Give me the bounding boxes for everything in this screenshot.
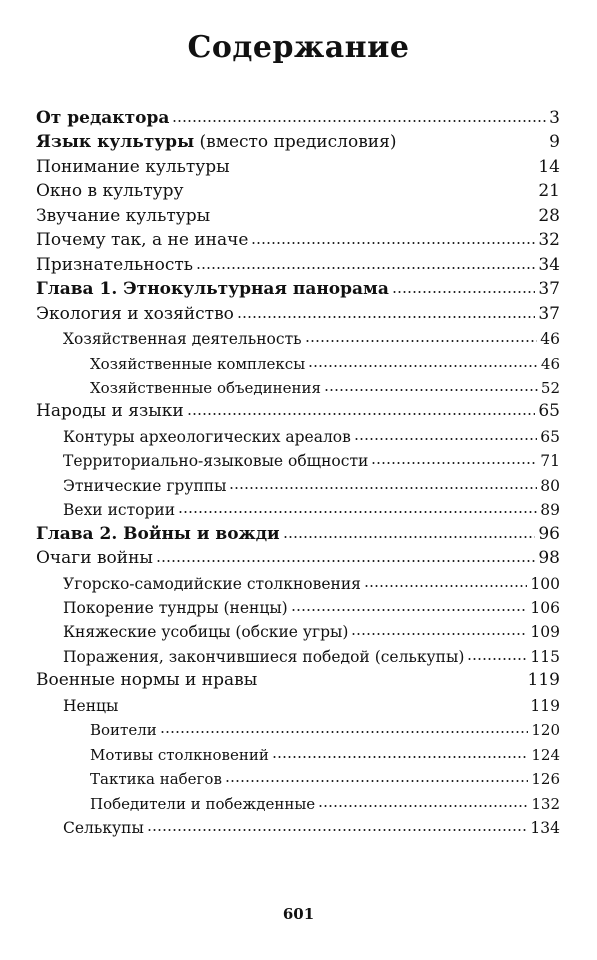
dot-leader: [392, 289, 536, 295]
page-number: 601: [282, 905, 315, 923]
toc-entry-title: Хозяйственные объединения: [90, 379, 321, 397]
toc-entry: [36, 226, 560, 250]
toc-entry-page: 115: [530, 648, 560, 666]
toc-entry-page: 46: [540, 330, 560, 348]
dot-leader: [283, 534, 536, 540]
toc-entry-page: 46: [540, 355, 560, 373]
toc-entry: [36, 104, 560, 128]
toc-entry: [63, 324, 560, 348]
dot-leader: [237, 314, 535, 320]
toc-entry: [63, 593, 560, 617]
toc-entry-title: Окно в культуру: [36, 181, 184, 201]
toc-entry-title: Покорение тундры (ненцы): [63, 599, 288, 617]
toc-entry-label: [36, 181, 183, 201]
toc-entry-title: Победители и побежденные: [90, 795, 316, 813]
toc-entry-title: Хозяйственная деятельность: [63, 330, 302, 348]
toc-entry-label: [36, 548, 153, 568]
toc-entry-label: [63, 819, 144, 837]
toc-entry-label: [63, 501, 175, 519]
toc-entry: [36, 177, 560, 201]
toc-entry: [63, 642, 560, 666]
toc-entry-label: [36, 132, 396, 152]
toc-entry: [90, 740, 560, 764]
dot-leader: [308, 363, 538, 369]
toc-entry-title: Контуры археологических ареалов: [63, 428, 351, 446]
toc-entry-page: 126: [531, 770, 560, 788]
toc-entry-label: [90, 379, 321, 397]
toc-entry-label: [63, 330, 302, 348]
toc-entry-title: Глава 2. Войны и вожди: [36, 524, 280, 544]
toc-entry: [63, 446, 560, 470]
dot-leader: [156, 558, 535, 564]
toc-entry-label: [36, 401, 184, 421]
toc-entry-subtitle: (вместо предисловия): [194, 132, 397, 152]
toc-entry: [63, 617, 560, 641]
dot-leader: [196, 265, 535, 271]
toc-entry-label: [36, 255, 193, 275]
toc-entry-label: [90, 746, 269, 764]
toc-entry-page: 28: [538, 206, 560, 226]
toc-entry: [36, 153, 560, 177]
toc-entry-page: 124: [531, 746, 560, 764]
toc-entry-page: 3: [549, 108, 560, 128]
toc-entry: [36, 202, 560, 226]
toc-entry-label: [36, 524, 280, 544]
toc-entry-label: [63, 623, 348, 641]
toc-entry-label: [36, 108, 169, 128]
toc-entry-page: 9: [549, 132, 560, 152]
toc-entry: [36, 300, 560, 324]
toc-entry-page: 132: [531, 795, 560, 813]
toc-entry-title: Ненцы: [63, 697, 119, 715]
toc-entry-title: Угорско-самодийские столкновения: [63, 575, 361, 593]
toc-entry-label: [63, 697, 118, 715]
toc-entry-title: Очаги войны: [36, 548, 153, 568]
dot-leader: [160, 729, 529, 735]
toc-entry-label: [36, 304, 234, 324]
toc-entry: [63, 422, 560, 446]
dot-leader: [371, 460, 537, 466]
dot-leader: [354, 436, 537, 442]
toc-entry-label: [63, 575, 361, 593]
dot-leader: [272, 754, 529, 760]
toc-entry-title: Поражения, закончившиеся победой (селькупы): [63, 648, 465, 666]
toc-entry-label: [90, 355, 305, 373]
toc-entry-page: 100: [530, 575, 560, 593]
dot-leader: [364, 583, 527, 589]
toc-entry-label: [36, 157, 230, 177]
toc-entry-label: [90, 770, 222, 788]
page-title: Содержание: [187, 30, 410, 65]
toc-entry: [36, 666, 560, 690]
toc-entry-title: Воители: [90, 721, 157, 739]
dot-leader: [324, 387, 538, 393]
dot-leader: [318, 803, 528, 809]
toc-entry-title: Вехи истории: [63, 501, 176, 519]
toc-entry-title: От редактора: [36, 108, 170, 128]
toc-entry-page: 14: [538, 157, 560, 177]
toc-entry: [90, 373, 560, 397]
toc-entry-page: 65: [540, 428, 560, 446]
toc-entry: [63, 569, 560, 593]
toc-entry-title: Народы и языки: [36, 401, 184, 421]
toc-entry-label: [36, 670, 257, 690]
dot-leader: [229, 485, 537, 491]
toc-entry: [63, 813, 560, 837]
toc-entry-title: Военные нормы и нравы: [36, 670, 258, 690]
toc-entry-title: Хозяйственные комплексы: [90, 355, 306, 373]
toc-entry: [63, 495, 560, 519]
toc-entry-label: [63, 477, 226, 495]
toc-entry-page: 32: [538, 230, 560, 250]
toc-entry-title: Территориально-языковые общности: [63, 452, 369, 470]
dot-leader: [147, 827, 528, 833]
toc-entry: [90, 764, 560, 788]
toc-entry-page: 106: [530, 599, 560, 617]
dot-leader: [187, 411, 536, 417]
toc-entry: [90, 789, 560, 813]
toc-entry-label: [36, 230, 248, 250]
dot-leader: [467, 656, 527, 662]
dot-leader: [251, 240, 535, 246]
dot-leader: [291, 607, 528, 613]
toc-entry: [36, 251, 560, 275]
toc-entry-title: Почему так, а не иначе: [36, 230, 249, 250]
toc-entry: [90, 715, 560, 739]
toc-entry: [36, 544, 560, 568]
toc-entry: [63, 471, 560, 495]
toc-entry-page: 119: [527, 670, 560, 690]
toc-entry-title: Звучание культуры: [36, 206, 211, 226]
toc-entry-page: 37: [538, 279, 560, 299]
toc-entry-title: Мотивы столкновений: [90, 746, 269, 764]
toc-entry-label: [90, 721, 157, 739]
toc-entry: [36, 397, 560, 421]
dot-leader: [351, 631, 527, 637]
toc-entry-label: [90, 795, 315, 813]
toc-entry-page: 71: [540, 452, 560, 470]
toc-entry-label: [63, 648, 464, 666]
toc-entry-label: [36, 279, 389, 299]
toc-entry-page: 120: [531, 721, 560, 739]
toc-entry: [36, 128, 560, 152]
dot-leader: [178, 509, 537, 515]
toc-entry-title: Экология и хозяйство: [36, 304, 234, 324]
toc-entry-page: 134: [530, 819, 560, 837]
toc-entry-page: 89: [540, 501, 560, 519]
toc-entry-title: Селькупы: [63, 819, 144, 837]
toc-entry-page: 52: [540, 379, 560, 397]
toc-entry-title: Язык культуры: [36, 132, 195, 152]
toc-entry-title: Глава 1. Этнокультурная панорама: [36, 279, 389, 299]
toc-entry-title: Тактика набегов: [90, 770, 222, 788]
toc-entry-page: 37: [538, 304, 560, 324]
toc-entry: [90, 349, 560, 373]
toc-entry-title: Этнические группы: [63, 477, 227, 495]
toc-entry: [36, 275, 560, 299]
dot-leader: [172, 118, 546, 124]
dot-leader: [225, 778, 528, 784]
toc-entry: [36, 520, 560, 544]
toc-entry-title: Признательность: [36, 255, 194, 275]
toc-entry-page: 65: [538, 401, 560, 421]
toc-entry-page: 109: [530, 623, 560, 641]
toc-entry-label: [36, 206, 210, 226]
toc-entry-page: 80: [540, 477, 560, 495]
toc-entry-title: Понимание культуры: [36, 157, 230, 177]
toc-entry-page: 34: [538, 255, 560, 275]
toc-entry: [63, 691, 560, 715]
toc-entry-label: [63, 428, 351, 446]
toc-entry-page: 21: [538, 181, 560, 201]
dot-leader: [305, 338, 538, 344]
toc-entry-label: [63, 599, 288, 617]
toc-entry-page: 119: [530, 697, 560, 715]
toc-entry-label: [63, 452, 368, 470]
toc-entry-page: 98: [538, 548, 560, 568]
toc-entry-title: Княжеские усобицы (обские угры): [63, 623, 349, 641]
toc-entry-page: 96: [538, 524, 560, 544]
